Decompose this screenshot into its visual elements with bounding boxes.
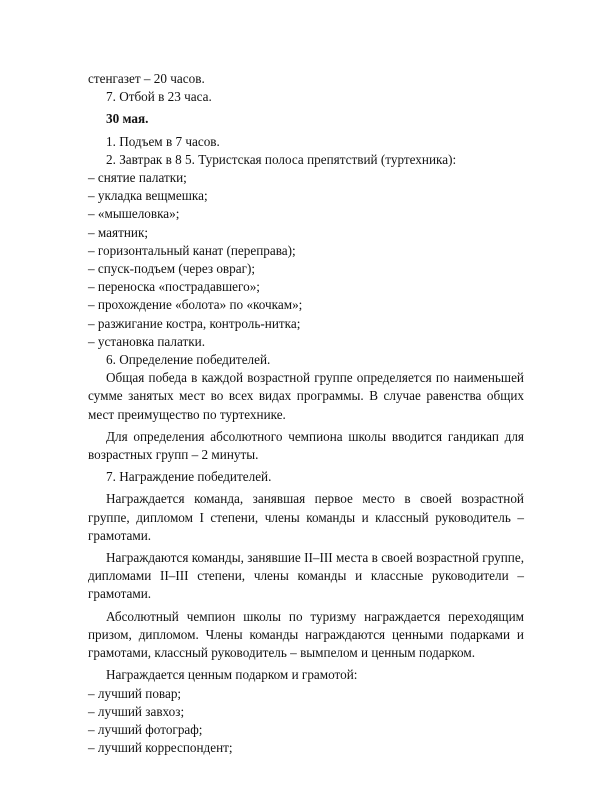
paragraph: Абсолютный чемпион школы по туризму награждается переходящим призом, дипломом. Члены команды награждаются ценными подарками и грамотами, классный руководитель – вымпелом и ценным подарком.: [88, 608, 524, 661]
list-item: – переноска «пострадавшего»;: [88, 279, 260, 295]
list-item: – маятник;: [88, 224, 149, 240]
list-item: – спуск-подъем (через овраг);: [88, 261, 256, 277]
section-heading: 30 мая.: [106, 111, 149, 127]
text-line: 2. Завтрак в 8 5. Туристская полоса препятствий (туртехника):: [106, 151, 457, 167]
list-item: – укладка вещмешка;: [88, 188, 208, 204]
list-item: – разжигание костра, контроль-нитка;: [88, 315, 301, 331]
text-line: Награждается ценным подарком и грамотой:: [106, 667, 358, 683]
list-item: – лучший повар;: [88, 685, 182, 701]
paragraph: Общая победа в каждой возрастной группе определяется по наименьшей сумме занятых мест во всех видах программы. В случае равенства общих мест преимущество по туртехнике.: [88, 370, 524, 422]
list-item: – установка палатки.: [88, 333, 205, 349]
list-item: – лучший корреспондент;: [88, 740, 233, 756]
list-item: – снятие палатки;: [88, 170, 187, 186]
paragraph: Награждаются команды, занявшие II–III места в своей возрастной группе, дипломами II–III степени, члены команды и классные руководители – грамотами.: [88, 550, 524, 602]
list-item: – лучший фотограф;: [88, 721, 203, 737]
paragraph: Награждается команда, занявшая первое место в своей возрастной группе, дипломом I степени, члены команды и классный руководитель – грамотами.: [88, 491, 524, 543]
text-line: стенгазет – 20 часов.: [88, 71, 205, 86]
list-item: – горизонтальный канат (переправа);: [88, 242, 296, 258]
paragraph: Для определения абсолютного чемпиона школы вводится гандикап для возрастных групп – 2 минуты.: [88, 428, 524, 463]
list-item: – «мышеловка»;: [88, 206, 180, 222]
list-item: – лучший завхоз;: [88, 703, 185, 719]
text-line: 7. Отбой в 23 часа.: [106, 89, 212, 105]
text-line: 6. Определение победителей.: [106, 352, 271, 368]
list-item: – прохождение «болота» по «кочкам»;: [88, 297, 303, 313]
text-line: 1. Подъем в 7 часов.: [106, 133, 220, 149]
text-line: 7. Награждение победителей.: [106, 469, 272, 485]
document-page: [88, 70, 524, 757]
